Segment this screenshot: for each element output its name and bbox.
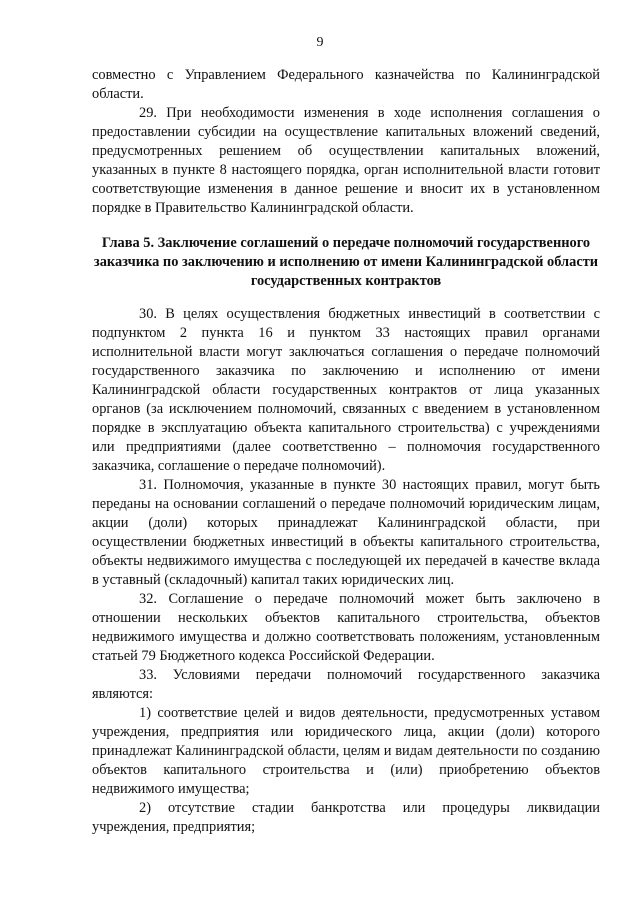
paragraph-32: 32. Соглашение о передаче полномочий может быть заключено в отношении нескольких объектов капитального строительства, объектов недвижимого имущества и должно соответствовать положениям, установленным статьей 79 Бюджетного кодекса Российской Федерации. — [92, 591, 600, 664]
paragraph-33-item-1: 1) соответствие целей и видов деятельности, предусмотренных уставом учреждения, предприятия или юридического лица, акции (доли) которого принадлежат Калининградской области, целям и видам деятельности по созданию объектов капитального строительства и (или) приобретению объектов недвижимого имущества; — [92, 705, 600, 797]
paragraph-31: 31. Полномочия, указанные в пункте 30 настоящих правил, могут быть переданы на основании соглашений о передаче полномочий юридическим лицам, акции (доли) которых принадлежат Калининградской области, при осуществлении бюджетных инвестиций в объекты капитального строительства, объекты недвижимого имущества с последующей их передачей в качестве вклада в уставный (складочный) капитал таких юридических лиц. — [92, 477, 600, 588]
paragraph-33: 33. Условиями передачи полномочий государственного заказчика являются: — [92, 667, 600, 702]
chapter-heading: Глава 5. Заключение соглашений о передаче полномочий государственного заказчика по заключению и исполнению от имени Калининградской области государственных контрактов — [93, 235, 599, 289]
paragraph-33-item-2: 2) отсутствие стадии банкротства или процедуры ликвидации учреждения, предприятия; — [92, 800, 600, 835]
paragraph-30: 30. В целях осуществления бюджетных инвестиций в соответствии с подпунктом 2 пункта 16 и пунктом 33 настоящих правил органами исполнительной власти могут заключаться соглашения о передаче полномочий государственного заказчика по заключению и исполнению от имени Калининградской области государственных контрактов от лица указанных органов (за исключением полномочий, связанных с введением в установленном порядке в эксплуатацию объекта капитального строительства) с учреждениями или предприятиями (далее соответственно – полномочия государственного заказчика, соглашение о передаче полномочий). — [92, 306, 600, 474]
paragraph-continuation: совместно с Управлением Федерального казначейства по Калининградской области. — [92, 67, 600, 102]
document-body — [92, 66, 600, 837]
paragraph-29: 29. При необходимости изменения в ходе исполнения соглашения о предоставлении субсидии на осуществление капитальных вложений сведений, предусмотренных решением об осуществлении капитальных вложений, указанных в пункте 8 настоящего порядка, орган исполнительной власти готовит соответствующие изменения в данное решение и вносит их в установленном порядке в Правительство Калининградской области. — [92, 105, 600, 216]
page-number: 9 — [316, 35, 324, 50]
